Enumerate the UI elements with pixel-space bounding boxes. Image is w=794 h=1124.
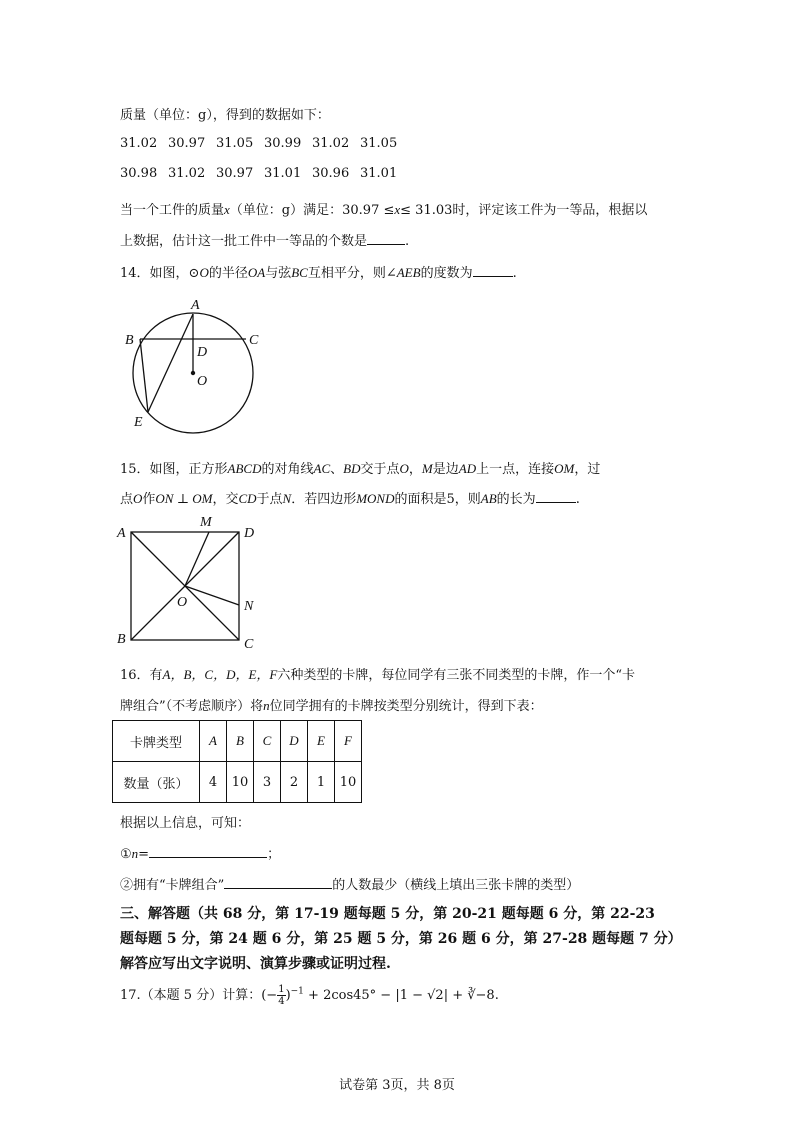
label-c: C	[244, 637, 254, 652]
text: 的半径	[208, 266, 248, 281]
answer-blank[interactable]	[536, 490, 576, 503]
table-header-cell: F	[335, 721, 362, 762]
q16-part-2	[120, 874, 579, 893]
table-cell: 2	[281, 762, 308, 803]
table-header-cell: E	[308, 721, 335, 762]
data-value: 30.97	[216, 166, 254, 181]
label-n: N	[244, 599, 254, 614]
text: 作	[142, 492, 156, 507]
q13-question	[120, 230, 409, 249]
var: O	[199, 265, 209, 280]
text: 于点	[256, 492, 283, 507]
text: .	[575, 492, 580, 507]
text: 当一个工件的质量	[120, 203, 225, 218]
table-cell: 4	[200, 762, 227, 803]
text: ②拥有“卡牌组合”	[120, 878, 225, 893]
answer-blank[interactable]	[367, 232, 405, 245]
text: 位同学拥有的卡牌按类型分别统计，得到下表：	[269, 699, 543, 714]
var: n	[263, 698, 270, 713]
q16-text-line-2	[120, 695, 543, 714]
var: N	[282, 491, 292, 506]
text: 点	[120, 492, 134, 507]
text: ，交	[212, 492, 239, 507]
section-3-heading-line-3: 解答应写出文字说明、演算步骤或证明过程.	[120, 956, 391, 972]
data-value: 30.99	[264, 136, 302, 151]
var: M	[421, 461, 433, 476]
text: 的面积是5，则	[394, 492, 481, 507]
var: OM	[554, 461, 575, 476]
table-row	[113, 721, 362, 762]
math: (−	[261, 988, 278, 1003]
table-header-cell: A	[200, 721, 227, 762]
page-footer: 试卷第 3页，共 8页	[339, 1078, 455, 1093]
data-value: 31.05	[360, 136, 398, 151]
data-value: 31.01	[360, 166, 398, 181]
q17-text	[120, 984, 499, 1007]
data-value: 31.02	[120, 136, 158, 151]
var: CD	[238, 491, 257, 506]
var: AB	[480, 491, 497, 506]
segment-ae	[148, 314, 193, 412]
q15-text-line-2	[120, 488, 580, 507]
data-value: 31.02	[312, 136, 350, 151]
label-d: D	[244, 526, 255, 541]
q13-condition	[120, 199, 647, 218]
card-type-table	[112, 720, 362, 803]
q16-part-1	[120, 843, 280, 862]
math: + 2cos45° − |1 − √2| + ∛−8	[303, 988, 495, 1003]
label-o: O	[177, 595, 188, 610]
text: 、	[330, 462, 344, 477]
text: 六种类型的卡牌，每位同学有三张不同类型的卡牌，作一个“卡	[277, 668, 636, 683]
answer-blank[interactable]	[473, 264, 513, 277]
data-value: 30.98	[120, 166, 158, 181]
table-header-cell: 卡牌类型	[113, 721, 200, 762]
q15-square-figure	[114, 512, 264, 652]
segment-on	[185, 586, 239, 605]
text: 17.（本题 5 分）计算：	[120, 988, 262, 1003]
data-value: 31.02	[168, 166, 206, 181]
label-m: M	[200, 515, 212, 530]
var: AEB	[396, 265, 421, 280]
label-b: B	[117, 632, 126, 647]
var: BD	[343, 461, 361, 476]
answer-blank[interactable]	[149, 845, 267, 858]
var: ABCD	[227, 461, 262, 476]
text: .	[512, 266, 517, 281]
var-x: x	[224, 202, 230, 217]
label-e: E	[134, 415, 143, 430]
text: 15．如图，正方形	[120, 462, 228, 477]
label-a: A	[191, 298, 200, 313]
text: 16．有	[120, 668, 163, 683]
text: 的度数为	[420, 266, 473, 281]
section-3-heading-line-2: 题每题 5 分，第 24 题 6 分，第 25 题 5 分，第 26 题 6 分，第 27-28 题每题 7 分）	[120, 931, 682, 947]
var: MOND	[356, 491, 395, 506]
text: 的对角线	[261, 462, 314, 477]
q13-intro: 质量（单位：g），得到的数据如下：	[120, 108, 330, 123]
var-x: x	[394, 202, 401, 217]
text: .	[494, 988, 499, 1003]
text: ≤ 31.03时，评定该工件为一等品，根据以	[400, 203, 648, 218]
segment-be	[140, 339, 148, 412]
var: O	[399, 461, 409, 476]
var: BC	[291, 265, 308, 280]
label-d: D	[197, 345, 208, 360]
var: AC	[313, 461, 331, 476]
table-cell: 10	[335, 762, 362, 803]
var: A，B，C，D，E，F	[162, 667, 278, 682]
text: .	[405, 234, 410, 249]
data-value: 30.96	[312, 166, 350, 181]
section-3-heading-line-1: 三、解答题（共 68 分，第 17-19 题每题 5 分，第 20-21 题每题 6 分，第 22-23	[120, 906, 655, 922]
q15-text-line-1	[120, 458, 600, 477]
denominator: 4	[278, 996, 285, 1007]
table-cell: 10	[227, 762, 254, 803]
q14-text	[120, 262, 517, 281]
table-row	[113, 762, 362, 803]
table-header-cell: D	[281, 721, 308, 762]
table-row-label: 数量（张）	[113, 762, 200, 803]
table-cell: 3	[254, 762, 281, 803]
answer-blank[interactable]	[224, 876, 332, 889]
label-o: O	[197, 374, 208, 389]
data-value: 31.01	[264, 166, 302, 181]
q16-text-line-1	[120, 664, 635, 683]
label-b: B	[125, 333, 134, 348]
var: ON ⊥ OM	[155, 491, 213, 506]
q16-info: 根据以上信息，可知：	[120, 816, 251, 831]
var: O	[133, 491, 143, 506]
text: ．若四边形	[291, 492, 357, 507]
data-value: 30.97	[168, 136, 206, 151]
text: ；	[267, 847, 281, 862]
text: 14．如图，⊙	[120, 266, 200, 281]
var: n	[131, 846, 139, 861]
q13-data-row-1	[120, 136, 408, 151]
text: ①	[120, 847, 132, 862]
exponent: −1	[290, 986, 304, 997]
text: =	[138, 847, 150, 862]
text: ，过	[574, 462, 601, 477]
text: 上一点，连接	[476, 462, 555, 477]
text: 互相平分，则∠	[307, 266, 397, 281]
label-c: C	[249, 333, 259, 348]
text: 交于点	[360, 462, 400, 477]
q13-data-row-2	[120, 166, 408, 181]
text: 的长为	[496, 492, 536, 507]
var: AD	[458, 461, 477, 476]
text: ，	[408, 462, 422, 477]
text: （单位：g）满足：30.97 ≤	[229, 203, 395, 218]
var: OA	[247, 265, 266, 280]
text: 与弦	[265, 266, 292, 281]
q14-circle-figure	[118, 292, 268, 442]
segment-om	[185, 532, 209, 586]
numerator: 1	[278, 984, 285, 995]
text: 牌组合”（不考虑顺序）将	[120, 699, 264, 714]
center-point	[191, 371, 195, 375]
text: 的人数最少（横线上填出三张卡牌的类型）	[332, 878, 580, 893]
fraction	[277, 984, 285, 1007]
table-cell: 1	[308, 762, 335, 803]
text: 是边	[432, 462, 459, 477]
math: )	[285, 988, 291, 1003]
text: 上数据，估计这一批工件中一等品的个数是	[120, 234, 368, 249]
label-a: A	[117, 526, 126, 541]
table-header-cell: B	[227, 721, 254, 762]
data-value: 31.05	[216, 136, 254, 151]
table-header-cell: C	[254, 721, 281, 762]
